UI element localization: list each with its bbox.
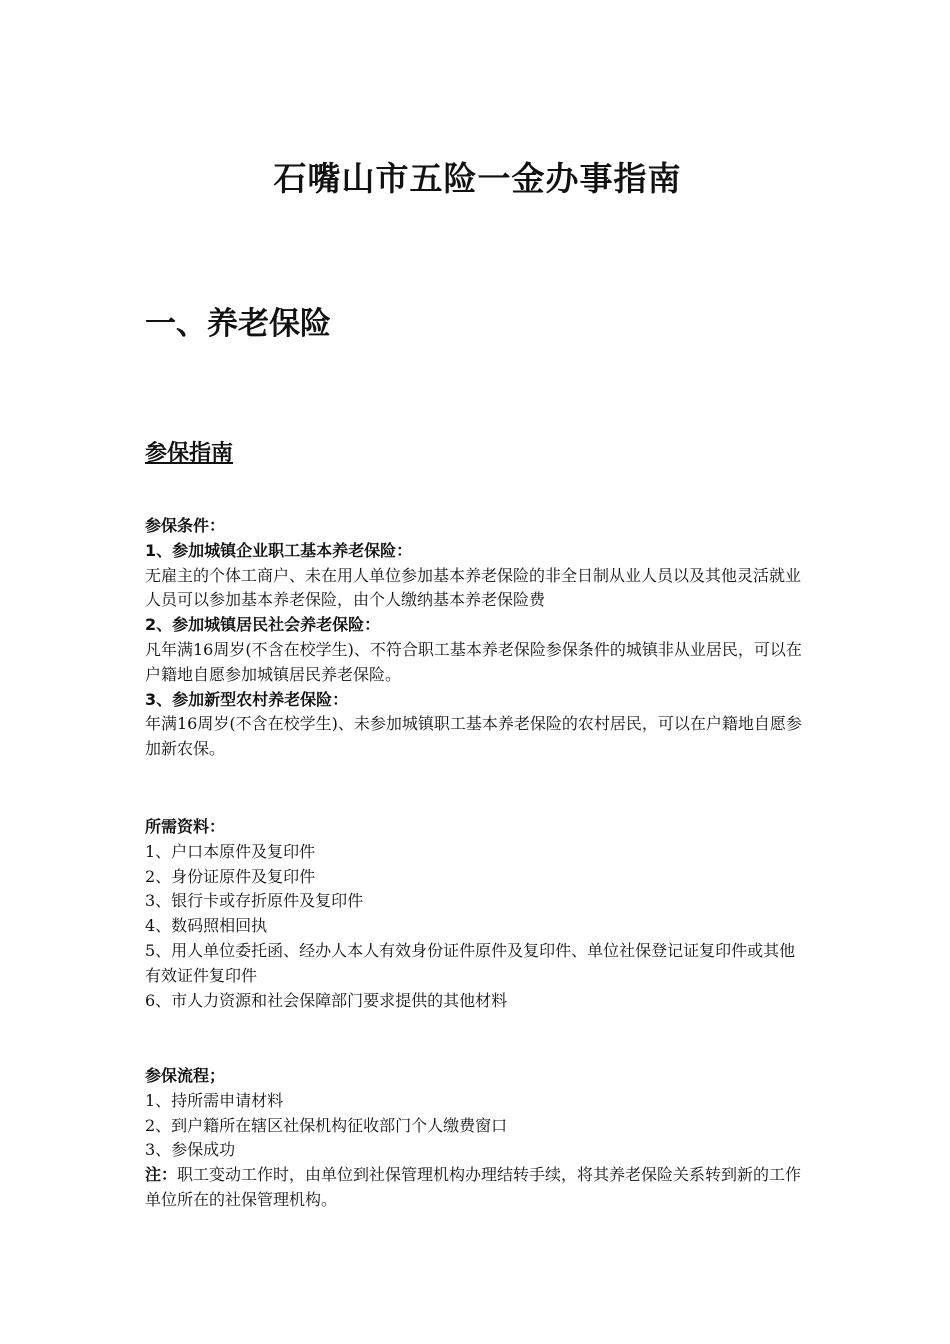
process-step: 2、到户籍所在辖区社保机构征收部门个人缴费窗口 <box>145 1115 508 1135</box>
materials-item: 2、身份证原件及复印件 <box>145 866 316 886</box>
process-section <box>145 1064 810 1213</box>
process-step: 3、参保成功 <box>145 1140 236 1160</box>
sub-heading: 参保指南 <box>145 441 234 466</box>
note-text: 职工变动工作时，由单位到社保管理机构办理结转手续，将其养老保险关系转到新的工作单位所在的社保管理机构。 <box>145 1165 802 1209</box>
conditions-section <box>145 514 810 762</box>
condition-heading: 1、参加城镇企业职工基本养老保险： <box>145 540 413 560</box>
process-step: 1、持所需申请材料 <box>145 1090 284 1110</box>
condition-text: 凡年满16周岁(不含在校学生)、不符合职工基本养老保险参保条件的城镇非从业居民，可以在户籍地自愿参加城镇居民养老保险。 <box>145 639 802 684</box>
materials-item: 3、银行卡或存折原件及复印件 <box>145 891 364 911</box>
document-title: 石嘴山市五险一金办事指南 <box>273 159 682 198</box>
section-heading: 一、养老保险 <box>145 306 331 342</box>
condition-text: 无雇主的个体工商户、未在用人单位参加基本养老保险的非全日制从业人员以及其他灵活就业人员可以参加基本养老保险，由个人缴纳基本养老保险费 <box>145 565 802 610</box>
materials-item: 4、数码照相回执 <box>145 916 268 936</box>
materials-label: 所需资料： <box>145 817 226 836</box>
note-label: 注： <box>145 1165 178 1185</box>
condition-heading: 3、参加新型农村养老保险： <box>145 689 349 709</box>
condition-heading: 2、参加城镇居民社会养老保险： <box>145 615 381 635</box>
process-label: 参保流程； <box>145 1066 226 1085</box>
conditions-label: 参保条件： <box>145 516 226 535</box>
materials-item: 5、用人单位委托函、经办人本人有效身份证件原件及复印件、单位社保登记证复印件或其他有效证件复印件 <box>145 940 796 985</box>
condition-text: 年满16周岁(不含在校学生)、未参加城镇职工基本养老保险的农村居民，可以在户籍地自愿参加新农保。 <box>145 714 802 759</box>
materials-section <box>145 815 810 1013</box>
materials-item: 1、户口本原件及复印件 <box>145 841 316 861</box>
materials-item: 6、市人力资源和社会保障部门要求提供的其他材料 <box>145 990 508 1010</box>
process-note <box>145 1163 810 1213</box>
